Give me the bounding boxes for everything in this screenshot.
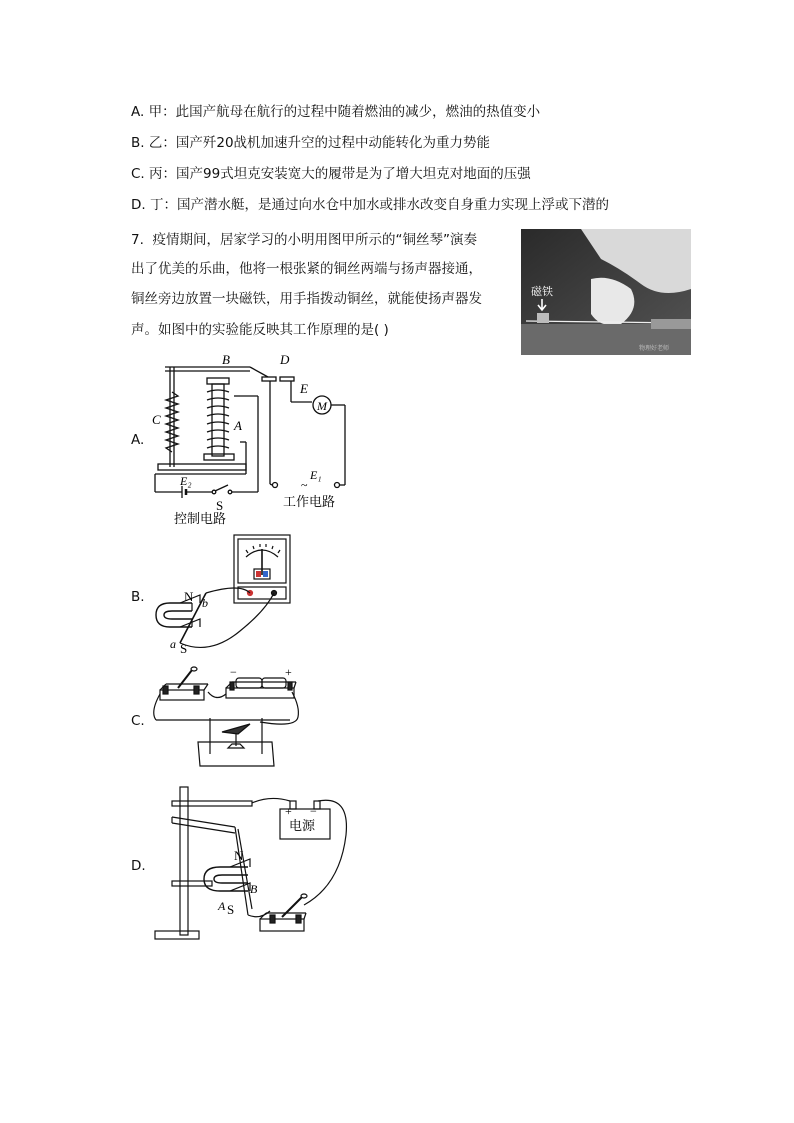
magnet-south-label: S bbox=[180, 641, 188, 656]
relay-label-c: C bbox=[152, 412, 161, 427]
relay-label-a: A bbox=[234, 418, 242, 433]
relay-label-d: D bbox=[280, 352, 290, 367]
copper-wire-photo bbox=[521, 229, 691, 355]
option-b-prev: B. 乙：国产歼20战机加速升空的过程中动能转化为重力势能 bbox=[131, 135, 491, 151]
rail-end-a: A bbox=[218, 899, 226, 913]
relay-label-s: S bbox=[216, 498, 224, 513]
question-7-line-2: 出了优美的乐曲，他将一根张紧的铜丝两端与扬声器接通， bbox=[131, 261, 482, 277]
magnet-north-label: N bbox=[184, 589, 194, 604]
option-a-label: A. bbox=[131, 432, 145, 448]
relay-diagram bbox=[150, 352, 360, 527]
option-b-label: B. bbox=[131, 589, 145, 605]
power-positive-label: + bbox=[285, 804, 292, 818]
battery-positive-label: + bbox=[285, 665, 292, 679]
relay-ac-symbol: ~ bbox=[301, 478, 308, 492]
relay-label-e: E bbox=[300, 381, 308, 396]
magnet-block bbox=[537, 313, 549, 323]
power-negative-label: − bbox=[310, 804, 317, 818]
relay-label-b: B bbox=[222, 352, 230, 367]
magnet-d-south-label: S bbox=[227, 902, 235, 917]
battery-holder bbox=[226, 688, 294, 698]
relay-label-e2: E₂ bbox=[180, 474, 192, 488]
galvanometer-diagram bbox=[150, 531, 300, 656]
relay-label-e1: E₁ bbox=[310, 468, 322, 482]
question-7-line-4: 声。如图中的实验能反映其工作原理的是( ) bbox=[131, 322, 389, 338]
oersted-diagram bbox=[150, 662, 310, 777]
magnet-label: 磁铁 bbox=[531, 286, 553, 298]
conductor-end-b: b bbox=[202, 596, 208, 610]
option-c-label: C. bbox=[131, 713, 145, 729]
work-circuit-label: 工作电路 bbox=[283, 494, 336, 509]
conductor-end-a: a bbox=[170, 637, 176, 651]
magnet-d-north-label: N bbox=[234, 848, 244, 863]
power-magnet-diagram bbox=[150, 785, 355, 945]
power-supply-label: 电源 bbox=[289, 818, 316, 833]
control-circuit-label: 控制电路 bbox=[174, 511, 227, 526]
photo-watermark: 物理好老师 bbox=[639, 346, 670, 352]
option-c-prev: C. 丙：国产99式坦克安装宽大的履带是为了增大坦克对地面的压强 bbox=[131, 166, 531, 182]
option-a-prev: A. 甲：此国产航母在航行的过程中随着燃油的减少，燃油的热值变小 bbox=[131, 104, 541, 120]
question-7-line-1: 7. 疫情期间，居家学习的小明用图甲所示的“铜丝琴”演奏 bbox=[131, 232, 477, 248]
option-d-label: D. bbox=[131, 858, 146, 874]
option-d-prev: D. 丁：国产潜水艇，是通过向水仓中加水或排水改变自身重力实现上浮或下潜的 bbox=[131, 197, 609, 213]
rail-end-b: B bbox=[250, 882, 258, 896]
question-7-line-3: 铜丝旁边放置一块磁铁，用手指拨动铜丝，就能使扬声器发 bbox=[131, 291, 482, 307]
battery-negative-label: − bbox=[230, 665, 237, 679]
motor-label: M bbox=[317, 399, 327, 413]
